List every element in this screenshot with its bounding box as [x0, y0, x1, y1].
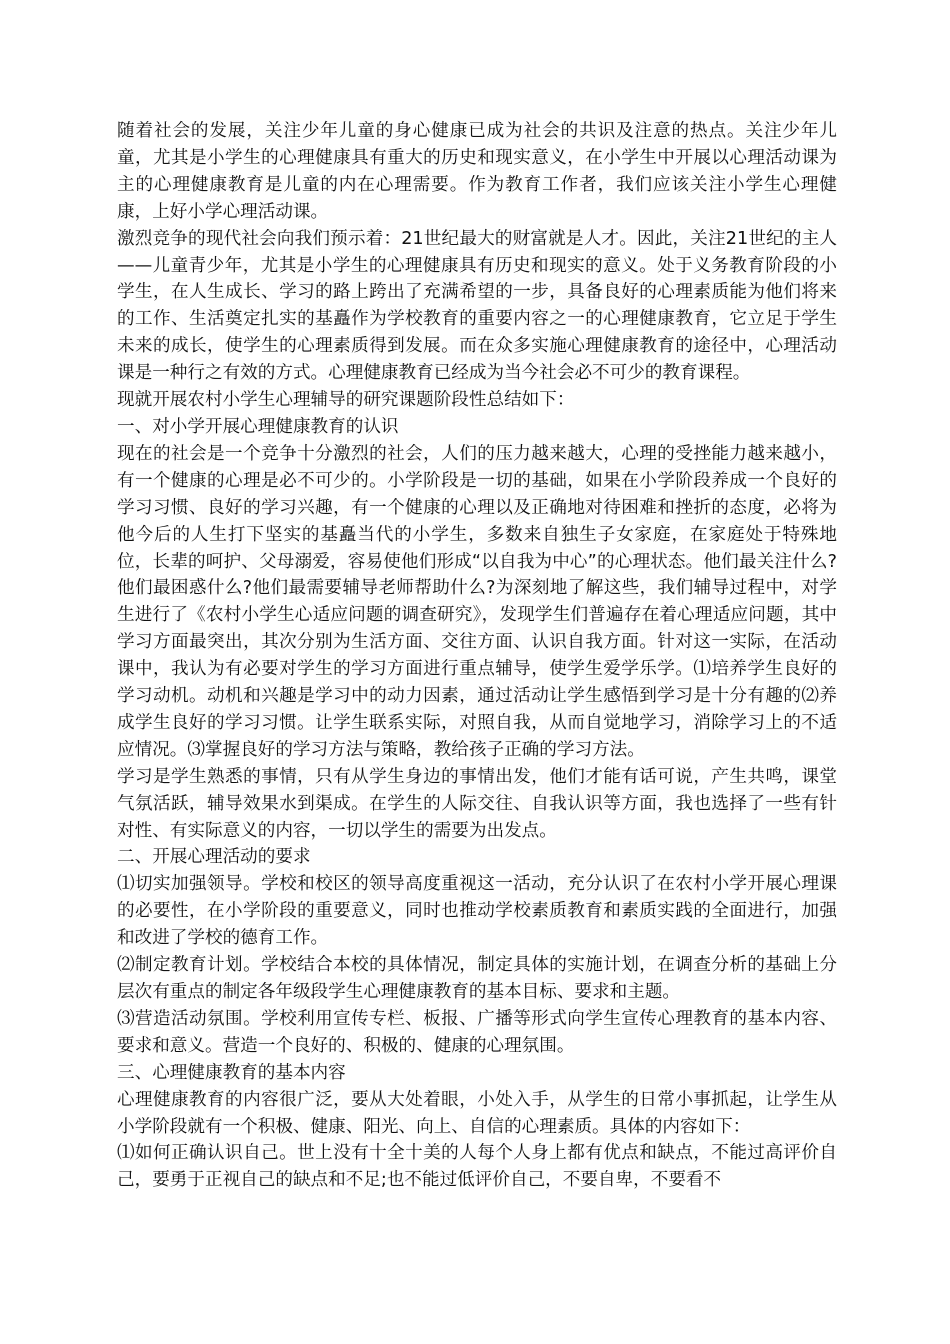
paragraph-requirement-3: ⑶营造活动氛围。学校利用宣传专栏、板报、广播等形式向学生宣传心理教育的基本内容、要求和意义。营造一个良好的、积极的、健康的心理氛围。	[117, 1008, 837, 1056]
paragraph-content-1: ⑴如何正确认识自己。世上没有十全十美的人每个人身上都有优点和缺点，不能过高评价自己，要勇于正视自己的缺点和不足;也不能过低评价自己，不要自卑，不要看不	[117, 1143, 837, 1191]
paragraph-section-1-body: 现在的社会是一个竞争十分激烈的社会，人们的压力越来越大，心理的受挫能力越来越小，有一个健康的心理是必不可少的。小学阶段是一切的基础，如果在小学阶段养成一个良好的学习习惯、良好的学习兴趣，有一个健康的心理以及正确地对待困难和挫折的态度，必将为他今后的人生打下坚实的基矗当代的小学生，多数来自独生子女家庭，在家庭处于特殊地位，长辈的呵护、父母溺爱，容易使他们形成“以自我为中心”的心理状态。他们最关注什么?他们最困惑什么?他们最需要辅导老师帮助什么?为深刻地了解这些，我们辅导过程中，对学生进行了《农村小学生心适应问题的调查研究》，发现学生们普遍存在着心理适应问题，其中学习方面最突出，其次分别为生活方面、交往方面、认识自我方面。针对这一实际，在活动课中，我认为有必要对学生的学习方面进行重点辅导，使学生爱学乐学。⑴培养学生良好的学习动机。动机和兴趣是学习中的动力因素，通过活动让学生感悟到学习是十分有趣的⑵养成学生良好的学习习惯。让学生联系实际，对照自我，从而自觉地学习，消除学习上的不适应情况。⑶掌握良好的学习方法与策略，教给孩子正确的学习方法。	[117, 443, 837, 760]
section-heading-2: 二、开展心理活动的要求	[117, 847, 311, 868]
paragraph-intro: 随着社会的发展，关注少年儿童的身心健康已成为社会的共识及注意的热点。关注少年儿童，尤其是小学生的心理健康具有重大的历史和现实意义，在小学生中开展以心理活动课为主的心理健康教育是儿童的内在心理需要。作为教育工作者，我们应该关注小学生心理健康，上好小学心理活动课。	[117, 121, 837, 222]
section-heading-1: 一、对小学开展心理健康教育的认识	[117, 416, 399, 437]
paragraph-requirement-1: ⑴切实加强领导。学校和校区的领导高度重视这一活动，充分认识了在农村小学开展心理课的必要性，在小学阶段的重要意义，同时也推动学校素质教育和素质实践的全面进行，加强和改进了学校的德育工作。	[117, 874, 837, 949]
paragraph-section-3-body: 心理健康教育的内容很广泛，要从大处着眼，小处入手，从学生的日常小事抓起，让学生从小学阶段就有一个积极、健康、阳光、向上、自信的心理素质。具体的内容如下：	[117, 1089, 837, 1137]
document-body	[117, 118, 837, 1194]
paragraph-background: 激烈竞争的现代社会向我们预示着：21世纪最大的财富就是人才。因此，关注21世纪的主人——儿童青少年，尤其是小学生的心理健康具有历史和现实的意义。处于义务教育阶段的小学生，在人生成长、学习的路上跨出了充满希望的一步，具备良好的心理素质能为他们将来的工作、生活奠定扎实的基矗作为学校教育的重要内容之一的心理健康教育，它立足于学生未来的成长，使学生的心理素质得到发展。而在众多实施心理健康教育的途径中，心理活动课是一种行之有效的方式。心理健康教育已经成为当今社会必不可少的教育课程。	[117, 228, 837, 384]
paragraph-requirement-2: ⑵制定教育计划。学校结合本校的具体情况，制定具体的实施计划，在调查分析的基础上分层次有重点的制定各年级段学生心理健康教育的基本目标、要求和主题。	[117, 955, 837, 1002]
paragraph-section-1-extra: 学习是学生熟悉的事情，只有从学生身边的事情出发，他们才能有话可说，产生共鸣，课堂气氛活跃，辅导效果水到渠成。在学生的人际交往、自我认识等方面，我也选择了一些有针对性、有实际意义的内容，一切以学生的需要为出发点。	[117, 766, 837, 841]
section-heading-3: 三、心理健康教育的基本内容	[117, 1062, 346, 1083]
paragraph-summary-lead: 现就开展农村小学生心理辅导的研究课题阶段性总结如下：	[117, 390, 575, 411]
